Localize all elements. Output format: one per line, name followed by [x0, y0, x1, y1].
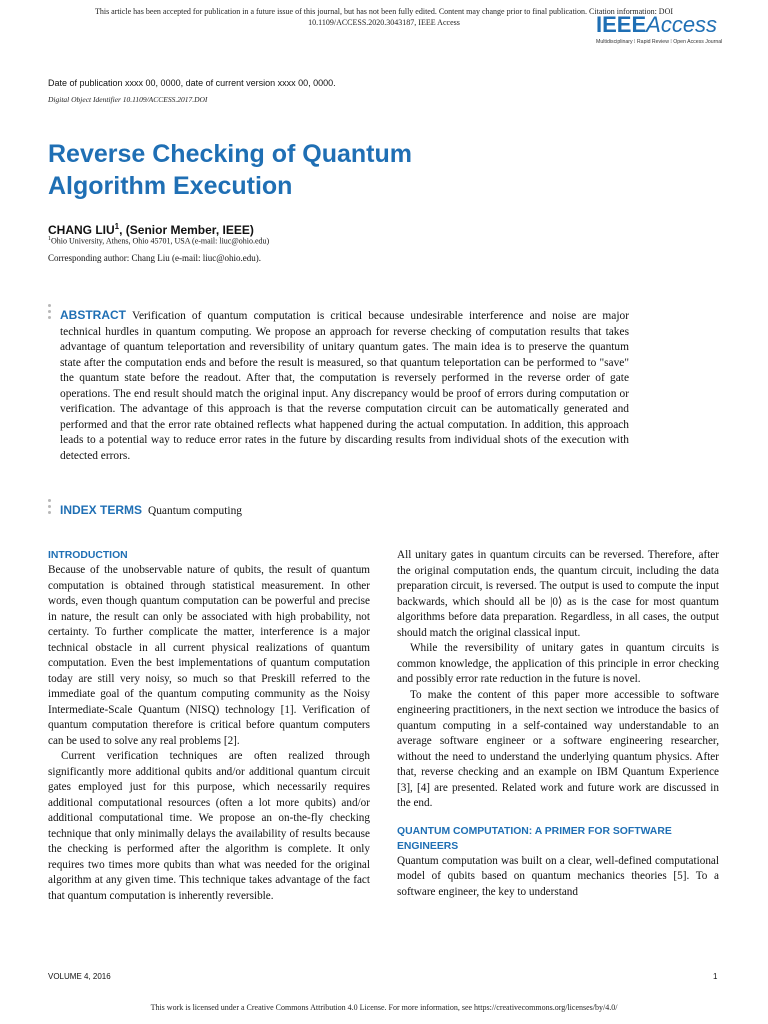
logo-tagline: Multidisciplinary ⁞ Rapid Review ⁞ Open Access Journal: [596, 39, 723, 45]
primer-heading: QUANTUM COMPUTATION: A PRIMER FOR SOFTWARE ENGINEERS: [397, 825, 672, 852]
paper-title: [48, 138, 568, 202]
title-line-2: Algorithm Execution: [48, 172, 293, 200]
license-notice: This work is licensed under a Creative Commons Attribution 4.0 License. For more information, see https://creativecommons.org/licenses/by/4.0/: [150, 1003, 618, 1012]
author-line: [48, 222, 254, 237]
abstract-label: ABSTRACT: [60, 308, 126, 322]
affiliation: [48, 236, 269, 246]
logo-ieee-text: IEEE: [596, 12, 647, 37]
index-terms-label: INDEX TERMS: [60, 503, 143, 517]
title-line-1: Reverse Checking of Quantum: [48, 140, 412, 168]
page-number: 1: [713, 972, 718, 981]
logo-access-text: Access: [646, 12, 718, 37]
corresponding-author: Corresponding author: Chang Liu (e-mail: liuc@ohio.edu).: [48, 253, 261, 263]
abstract: [60, 308, 629, 464]
volume-label: VOLUME 4, 2016: [48, 972, 111, 981]
col2-paragraph-1: All unitary gates in quantum circuits can be reversed. Therefore, after the original computation ends, the quantum circuit, including the data preparation circuit, is reversed. The output is used to compute the input backwards, which should all be |0⟩ as is the case for most quantum algorithms before data preparation. Regardless, in all cases, the output should match the original classical input.: [397, 549, 719, 639]
index-terms: [60, 503, 242, 519]
abstract-dots-icon: [48, 304, 53, 322]
affiliation-sup: 1: [48, 236, 51, 242]
author-name: CHANG LIU: [48, 223, 115, 237]
abstract-text: Verification of quantum computation is critical because undesirable interference and noise are major technical hurdles in quantum computing. We propose an approach for reverse checking of computation results that takes advantage of quantum teleportation and reversibility of unitary quantum gates. The main idea is to preserve the quantum state after the computation ends and before the result is measured, so that quantum teleportation can be performed to "save" the quantum state before the readout. After that, the computation is reversely performed in the reverse order of gate operations. The end result should match the original input. Any discrepancy would be proof of errors during computation or verification. The advantage of this approach is that the reverse computation circuit can be automatically generated and performed and that the error rate obtained reflects what happened during the actual computation. In addition, this approach leads to a potential way to reduce error rates in the future by discarding results from individual shots of the execution with detected errors.: [60, 310, 629, 462]
body-column-left: [48, 548, 370, 904]
index-terms-text: Quantum computing: [148, 505, 242, 517]
notice-line-2: 10.1109/ACCESS.2020.3043187, IEEE Access: [308, 18, 460, 27]
publication-date: Date of publication xxxx 00, 0000, date of current version xxxx 00, 0000.: [48, 78, 336, 88]
affiliation-text: Ohio University, Athens, Ohio 45701, USA (e-mail: liuc@ohio.edu): [51, 236, 270, 246]
primer-paragraph-1: Quantum computation was built on a clear, well-defined computational model of qubits based on quantum mechanics theories [5]. To a software engineer, the key to understand: [397, 854, 719, 898]
author-role: , (Senior Member, IEEE): [119, 223, 254, 237]
author-sup: 1: [114, 222, 120, 231]
ieee-access-logo: [596, 14, 726, 50]
col2-paragraph-2: While the reversibility of unitary gates in quantum circuits is common knowledge, the application of this principle in error checking and possibly error rate reduction in the future is novel.: [397, 642, 719, 685]
body-column-right: [397, 548, 719, 900]
doi-line: Digital Object Identifier 10.1109/ACCESS.2017.DOI: [48, 95, 208, 104]
introduction-heading: INTRODUCTION: [48, 550, 128, 561]
index-terms-dots-icon: [48, 499, 53, 517]
notice-line-1: This article has been accepted for publication in a future issue of this journal, but has not been fully edited. Content may change prior to final publication. Citation information: DOI: [94, 7, 674, 16]
col2-paragraph-3: To make the content of this paper more accessible to software engineering practitioners, in the next section we introduce the basics of quantum computing in a self-contained way understandable to an average software engineer or a software engineering researcher, without the need to understand the underlying quantum physics. After that, reverse checking and an example on IBM Quantum Experience [3], [4] are presented. Related work and future work are discussed in the end.: [397, 688, 719, 809]
intro-paragraph-2: Current verification techniques are often realized through significantly more additional qubits and/or additional quantum circuit gates employed just for this purpose, which necessarily requires additional computational resources (often a lot more qubits) and/or additional computational time. We propose an on-the-fly checking technique that only minimally delays the availability of results because the checking is performed after the algorithm is complete. It only requires two times more qubits than what was needed for the original algorithm at any given time. This technique takes advantage of the fact that quantum computation is inherently reversible.: [48, 750, 370, 902]
intro-paragraph-1: Because of the unobservable nature of qubits, the result of quantum computation is obtained through statistical measurement. In other words, even though quantum computation can be powerful and precise in nature, the result can only be associated with high probability, not certainty. To further complicate the matter, interference is a major technical obstacle in all current physical realizations of quantum computation. Even the best implementations of quantum computation today are still very noisy, so much so that Preskill referred to the immediate goal of the quantum computing community as the Noisy Intermediate-Scale Quantum (NISQ) technology [1]. Verification of quantum computation therefore is critical before quantum computers can be used to solve any real problems [2].: [48, 564, 370, 747]
